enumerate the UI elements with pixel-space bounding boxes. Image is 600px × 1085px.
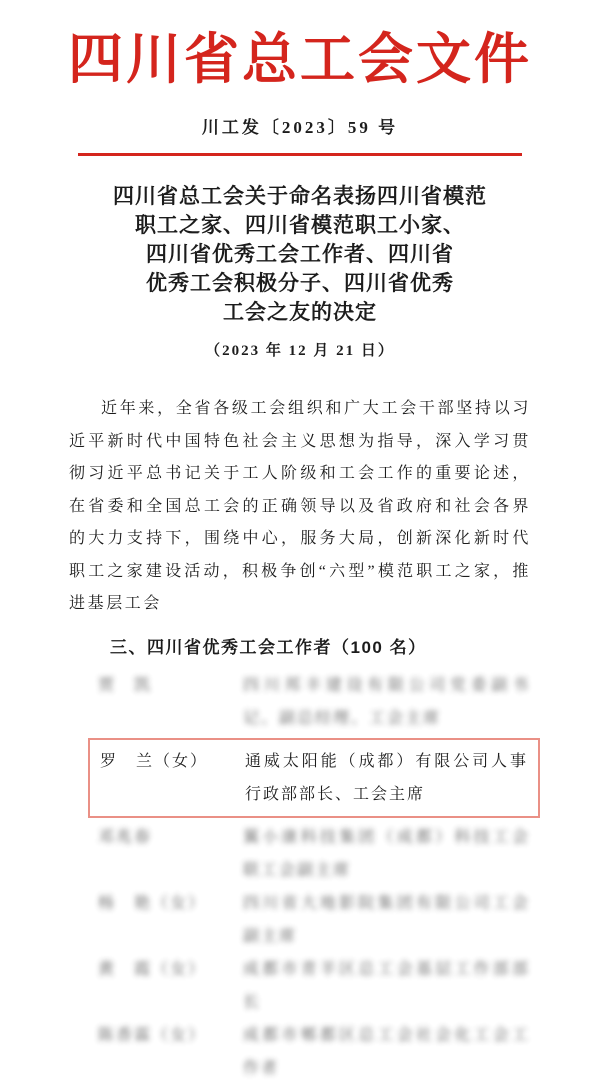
red-divider-rule [78, 153, 522, 156]
roster-entry-blurred [88, 887, 540, 953]
document-date: （2023 年 12 月 21 日） [205, 343, 395, 359]
awardee-roster [88, 669, 540, 1085]
awardee-description: 翼小康科技集团（成都）科技工会联工会副主席 [243, 828, 530, 879]
awardee-description: 通威太阳能（成都）有限公司人事行政部部长、工会主席 [245, 752, 528, 803]
letterhead-title: 四川省总工会文件 [67, 29, 532, 90]
section-heading: 三、四川省优秀工会工作者（100 名） [110, 637, 427, 657]
awardee-name: 罗 兰（女） [100, 752, 209, 770]
body-paragraph: 近年来，全省各级工会组织和广大工会干部坚持以习近平新时代中国特色社会主义思想为指导，深入学习贯彻习近平总书记关于工人阶级和工会工作的重要论述，在省委和全国总工会的正确领导以及省政府和社会各界的大力支持下，围绕中心，服务大局，创新深化新时代职工之家建设活动，积极争创“六型”模范职工之家，推进基层工会 [69, 400, 531, 612]
document-page [0, 24, 600, 1077]
awardee-description: 成都市郫都区总工会社会化工会工作者 [243, 1026, 530, 1077]
awardee-description: 四川省大地影院集团有限公司工会副主席 [243, 894, 530, 945]
awardee-name: 黄 霞（女） [98, 960, 207, 978]
roster-entry-blurred [88, 1019, 540, 1085]
document-title-line: 四川省优秀工会工作者、四川省 [146, 242, 454, 266]
awardee-description: 成都市青羊区总工会基层工作部部长 [243, 960, 530, 1011]
document-title-line: 工会之友的决定 [223, 300, 377, 324]
awardee-name: 杨 艳（女） [98, 894, 207, 912]
awardee-name: 陈香霖（女） [98, 1026, 207, 1044]
roster-entry-blurred [88, 669, 540, 735]
roster-entry-highlighted [88, 738, 540, 818]
awardee-name: 邓兆春 [98, 828, 153, 846]
awardee-description: 四川邦丰建设有限公司党委副书记、副总经理、工会主席 [243, 676, 530, 727]
roster-entry-blurred [88, 821, 540, 887]
document-title [0, 182, 600, 327]
document-number: 川工发〔2023〕59 号 [201, 118, 399, 137]
roster-entry-blurred [88, 953, 540, 1019]
document-title-line: 优秀工会积极分子、四川省优秀 [146, 271, 454, 295]
document-title-line: 职工之家、四川省模范职工小家、 [135, 213, 465, 237]
awardee-name: 贾 凯 [98, 676, 153, 694]
document-title-line: 四川省总工会关于命名表扬四川省模范 [113, 184, 487, 208]
